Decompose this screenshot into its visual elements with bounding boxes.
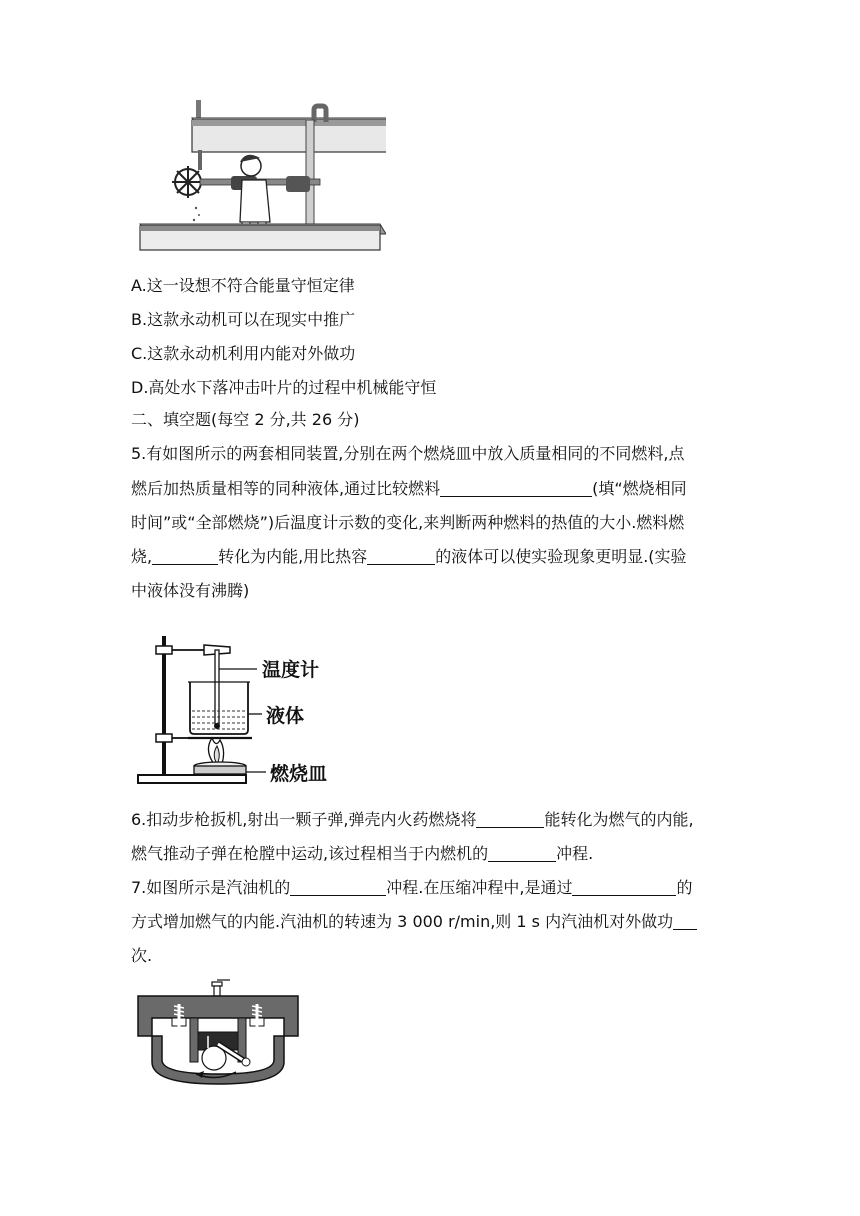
perpetual-motion-figure [136,100,386,252]
label-thermometer: 温度计 [262,659,320,681]
q5-blank-2[interactable] [152,548,218,565]
q5-text: 燃后加热质量相等的同种液体,通过比较燃料 [131,479,441,498]
q7-blank-2[interactable] [572,879,676,896]
q5-line-3: 时间”或“全部燃烧”)后温度计示数的变化,来判断两种燃料的热值的大小.燃料燃 [131,513,685,532]
section-title: 二、填空题(每空 2 分,共 26 分) [131,410,360,429]
q7-blank-1[interactable] [290,879,386,896]
option-c: C.这款永动机利用内能对外做功 [131,344,356,363]
q5-text: 转化为内能,用比热容 [218,547,368,566]
q5-blank-1[interactable] [440,480,592,497]
q7-blank-3[interactable] [673,913,697,930]
option-a: A.这一设想不符合能量守恒定律 [131,276,355,295]
option-b: B.这款永动机可以在现实中推广 [131,310,356,329]
q5-line-1: 5.有如图所示的两套相同装置,分别在两个燃烧皿中放入质量相同的不同燃料,点 [131,444,685,463]
q7-line-1 [131,878,692,898]
q6-text: 能转化为燃气的内能, [544,810,694,829]
q6-line-1 [131,810,694,830]
q7-text: 方式增加燃气的内能.汽油机的转速为 3 000 r/min,则 1 s 内汽油机对外做功 [131,912,674,931]
q6-blank-2[interactable] [488,845,556,862]
heating-apparatus-figure [130,632,370,792]
q7-line-2 [131,912,697,932]
q6-line-2 [131,844,593,864]
q6-text: 6.扣动步枪扳机,射出一颗子弹,弹壳内火药燃烧将 [131,810,477,829]
q5-text: 烧, [131,547,153,566]
q7-text: 的 [676,878,693,897]
q5-line-2 [131,479,687,499]
label-liquid: 液体 [266,705,305,727]
q6-blank-1[interactable] [476,811,544,828]
option-d: D.高处水下落冲击叶片的过程中机械能守恒 [131,378,437,397]
engine-figure [134,978,302,1088]
q7-line-3: 次. [131,946,153,965]
q5-blank-3[interactable] [367,548,435,565]
q5-text: 的液体可以使实验现象更明显.(实验 [435,547,687,566]
q5-line-4 [131,547,687,567]
q6-text: 冲程. [556,844,594,863]
q5-text: (填“燃烧相同 [592,479,687,498]
q6-text: 燃气推动子弹在枪膛中运动,该过程相当于内燃机的 [131,844,489,863]
q5-line-5: 中液体没有沸腾) [131,581,250,600]
label-burner: 燃烧皿 [270,763,328,785]
q7-text: 7.如图所示是汽油机的 [131,878,291,897]
q7-text: 冲程.在压缩冲程中,是通过 [386,878,573,897]
